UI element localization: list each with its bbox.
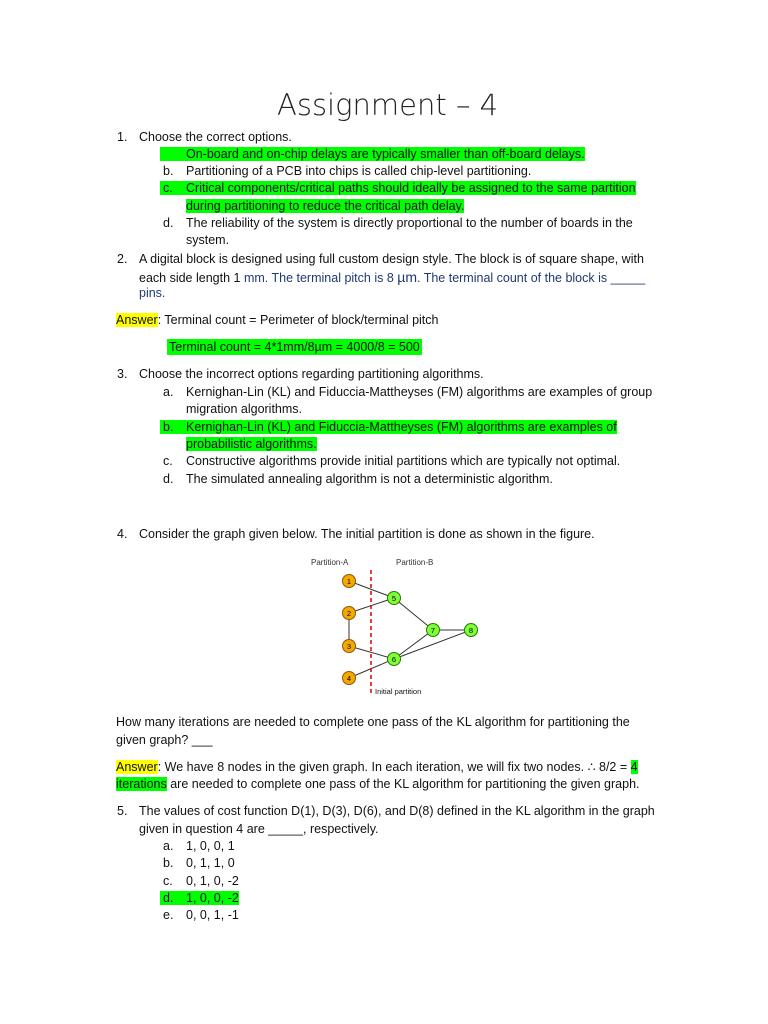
q4-answer-iterations: iterations — [116, 777, 167, 791]
q5-option-d-label: d. — [163, 891, 174, 905]
q3-option-c-label: c. — [163, 454, 173, 468]
q5-option-d-text: 1, 0, 0, -2 — [186, 891, 239, 905]
kl-partition-graph — [298, 553, 488, 701]
graph-edges — [346, 581, 474, 678]
q3-option-d-label: d. — [163, 472, 174, 486]
q3-option-a-text-1: Kernighan-Lin (KL) and Fiduccia-Mattheyses (FM) algorithms are examples of group — [186, 385, 653, 399]
q2-answer-formula: Terminal count = 4*1mm/8µm = 4000/8 = 500 — [169, 340, 420, 354]
node-7-label: 7 — [430, 626, 436, 635]
q5-option-e-text: 0, 0, 1, -1 — [186, 908, 239, 922]
q1-option-b-label: b. — [163, 164, 174, 178]
q3-option-c-text: Constructive algorithms provide initial partitions which are typically not optimal. — [186, 454, 621, 468]
node-5-label: 5 — [391, 594, 397, 603]
q3-option-a-label: a. — [163, 385, 174, 399]
node-6-label: 6 — [391, 655, 397, 664]
q1-option-c-label: c. — [163, 181, 173, 195]
q2-answer-label: Answer — [116, 313, 158, 327]
node-4-label: 4 — [346, 674, 352, 683]
node-3-label: 3 — [346, 642, 352, 651]
q3-option-b-text-1: Kernighan-Lin (KL) and Fiduccia-Mattheyses (FM) algorithms are examples of — [186, 420, 617, 434]
q2-answer — [116, 313, 438, 327]
q1-option-c-text-1: Critical components/critical paths should ideally be assigned to the same partition — [186, 181, 636, 195]
q4-answer-line2: iterations are needed to complete one pass of the KL algorithm for partitioning the given graph. — [116, 777, 640, 791]
q1-option-d-text-1: The reliability of the system is directly proportional to the number of boards in the — [186, 216, 633, 230]
q5-line2: given in question 4 are _____, respectively. — [139, 822, 379, 836]
q2-number: 2. — [117, 252, 128, 266]
edge-6-7 — [394, 630, 433, 659]
q4-answer-value: 4 — [630, 760, 638, 774]
q4-number: 4. — [117, 527, 128, 541]
q1-option-d-label: d. — [163, 216, 174, 230]
q4-question-line2: given graph? ___ — [116, 733, 213, 747]
q1-option-c-highlight-1 — [160, 181, 636, 195]
q5-option-a-label: a. — [163, 839, 174, 853]
q1-option-a-highlight — [160, 147, 585, 161]
q5-option-c-label: c. — [163, 874, 173, 888]
q5-option-a-text: 1, 0, 0, 1 — [186, 839, 235, 853]
q5-line1: The values of cost function D(1), D(3), D(6), and D(8) defined in the KL algorithm in the graph — [139, 804, 655, 818]
partition-b-label: Partition-B — [396, 558, 434, 567]
q2-answer-text: : Terminal count = Perimeter of block/terminal pitch — [157, 313, 439, 327]
edge-5-7 — [394, 598, 433, 630]
node-1-label: 1 — [346, 577, 352, 586]
node-8-label: 8 — [468, 626, 474, 635]
q3-option-a-text-2: migration algorithms. — [186, 402, 303, 416]
q5-option-b-label: b. — [163, 856, 174, 870]
q3-option-b-text-2: probabilistic algorithms. — [186, 437, 317, 451]
q2-line2: each side length 1 mm. The terminal pitch is 8 µm. The terminal count of the block is _____ — [139, 269, 646, 285]
q4-answer-label: Answer — [116, 760, 158, 774]
q4-text: Consider the graph given below. The initial partition is done as shown in the figure. — [139, 527, 595, 541]
q2-line3: pins. — [139, 286, 166, 300]
q1-option-a-text: On-board and on-chip delays are typically smaller than off-board delays. — [186, 147, 585, 161]
node-2-label: 2 — [346, 609, 352, 618]
q3-number: 3. — [117, 367, 128, 381]
q4-answer-line1: Answer: We have 8 nodes in the given graph. In each iteration, we will fix two nodes. ∴ 8/2 = 4 — [116, 760, 638, 774]
q1-text: Choose the correct options. — [139, 130, 292, 144]
edge-1-5 — [349, 581, 394, 598]
q1-option-d-text-2: system. — [186, 233, 230, 247]
q3-text: Choose the incorrect options regarding partitioning algorithms. — [139, 367, 484, 381]
q5-number: 5. — [117, 804, 128, 818]
q1-option-c-text-2: during partitioning to reduce the critical path delay. — [186, 199, 465, 213]
q5-option-e-label: e. — [163, 908, 174, 922]
q4-question-line1: How many iterations are needed to complete one pass of the KL algorithm for partitioning the — [116, 715, 630, 729]
page-title: Assignment – 4 — [277, 88, 499, 122]
q3-option-d-text: The simulated annealing algorithm is not a deterministic algorithm. — [186, 472, 553, 486]
q1-number: 1. — [117, 130, 128, 144]
q3-option-b-highlight-1 — [160, 420, 617, 434]
q3-option-b-label: b. — [163, 420, 174, 434]
q5-option-b-text: 0, 1, 1, 0 — [186, 856, 235, 870]
partition-a-label: Partition-A — [311, 558, 349, 567]
initial-partition-label: Initial partition — [375, 687, 422, 696]
q5-option-c-text: 0, 1, 0, -2 — [186, 874, 239, 888]
q1-option-b-text: Partitioning of a PCB into chips is called chip-level partitioning. — [186, 164, 532, 178]
q2-line1: A digital block is designed using full custom design style. The block is of square shape, with — [139, 252, 644, 266]
